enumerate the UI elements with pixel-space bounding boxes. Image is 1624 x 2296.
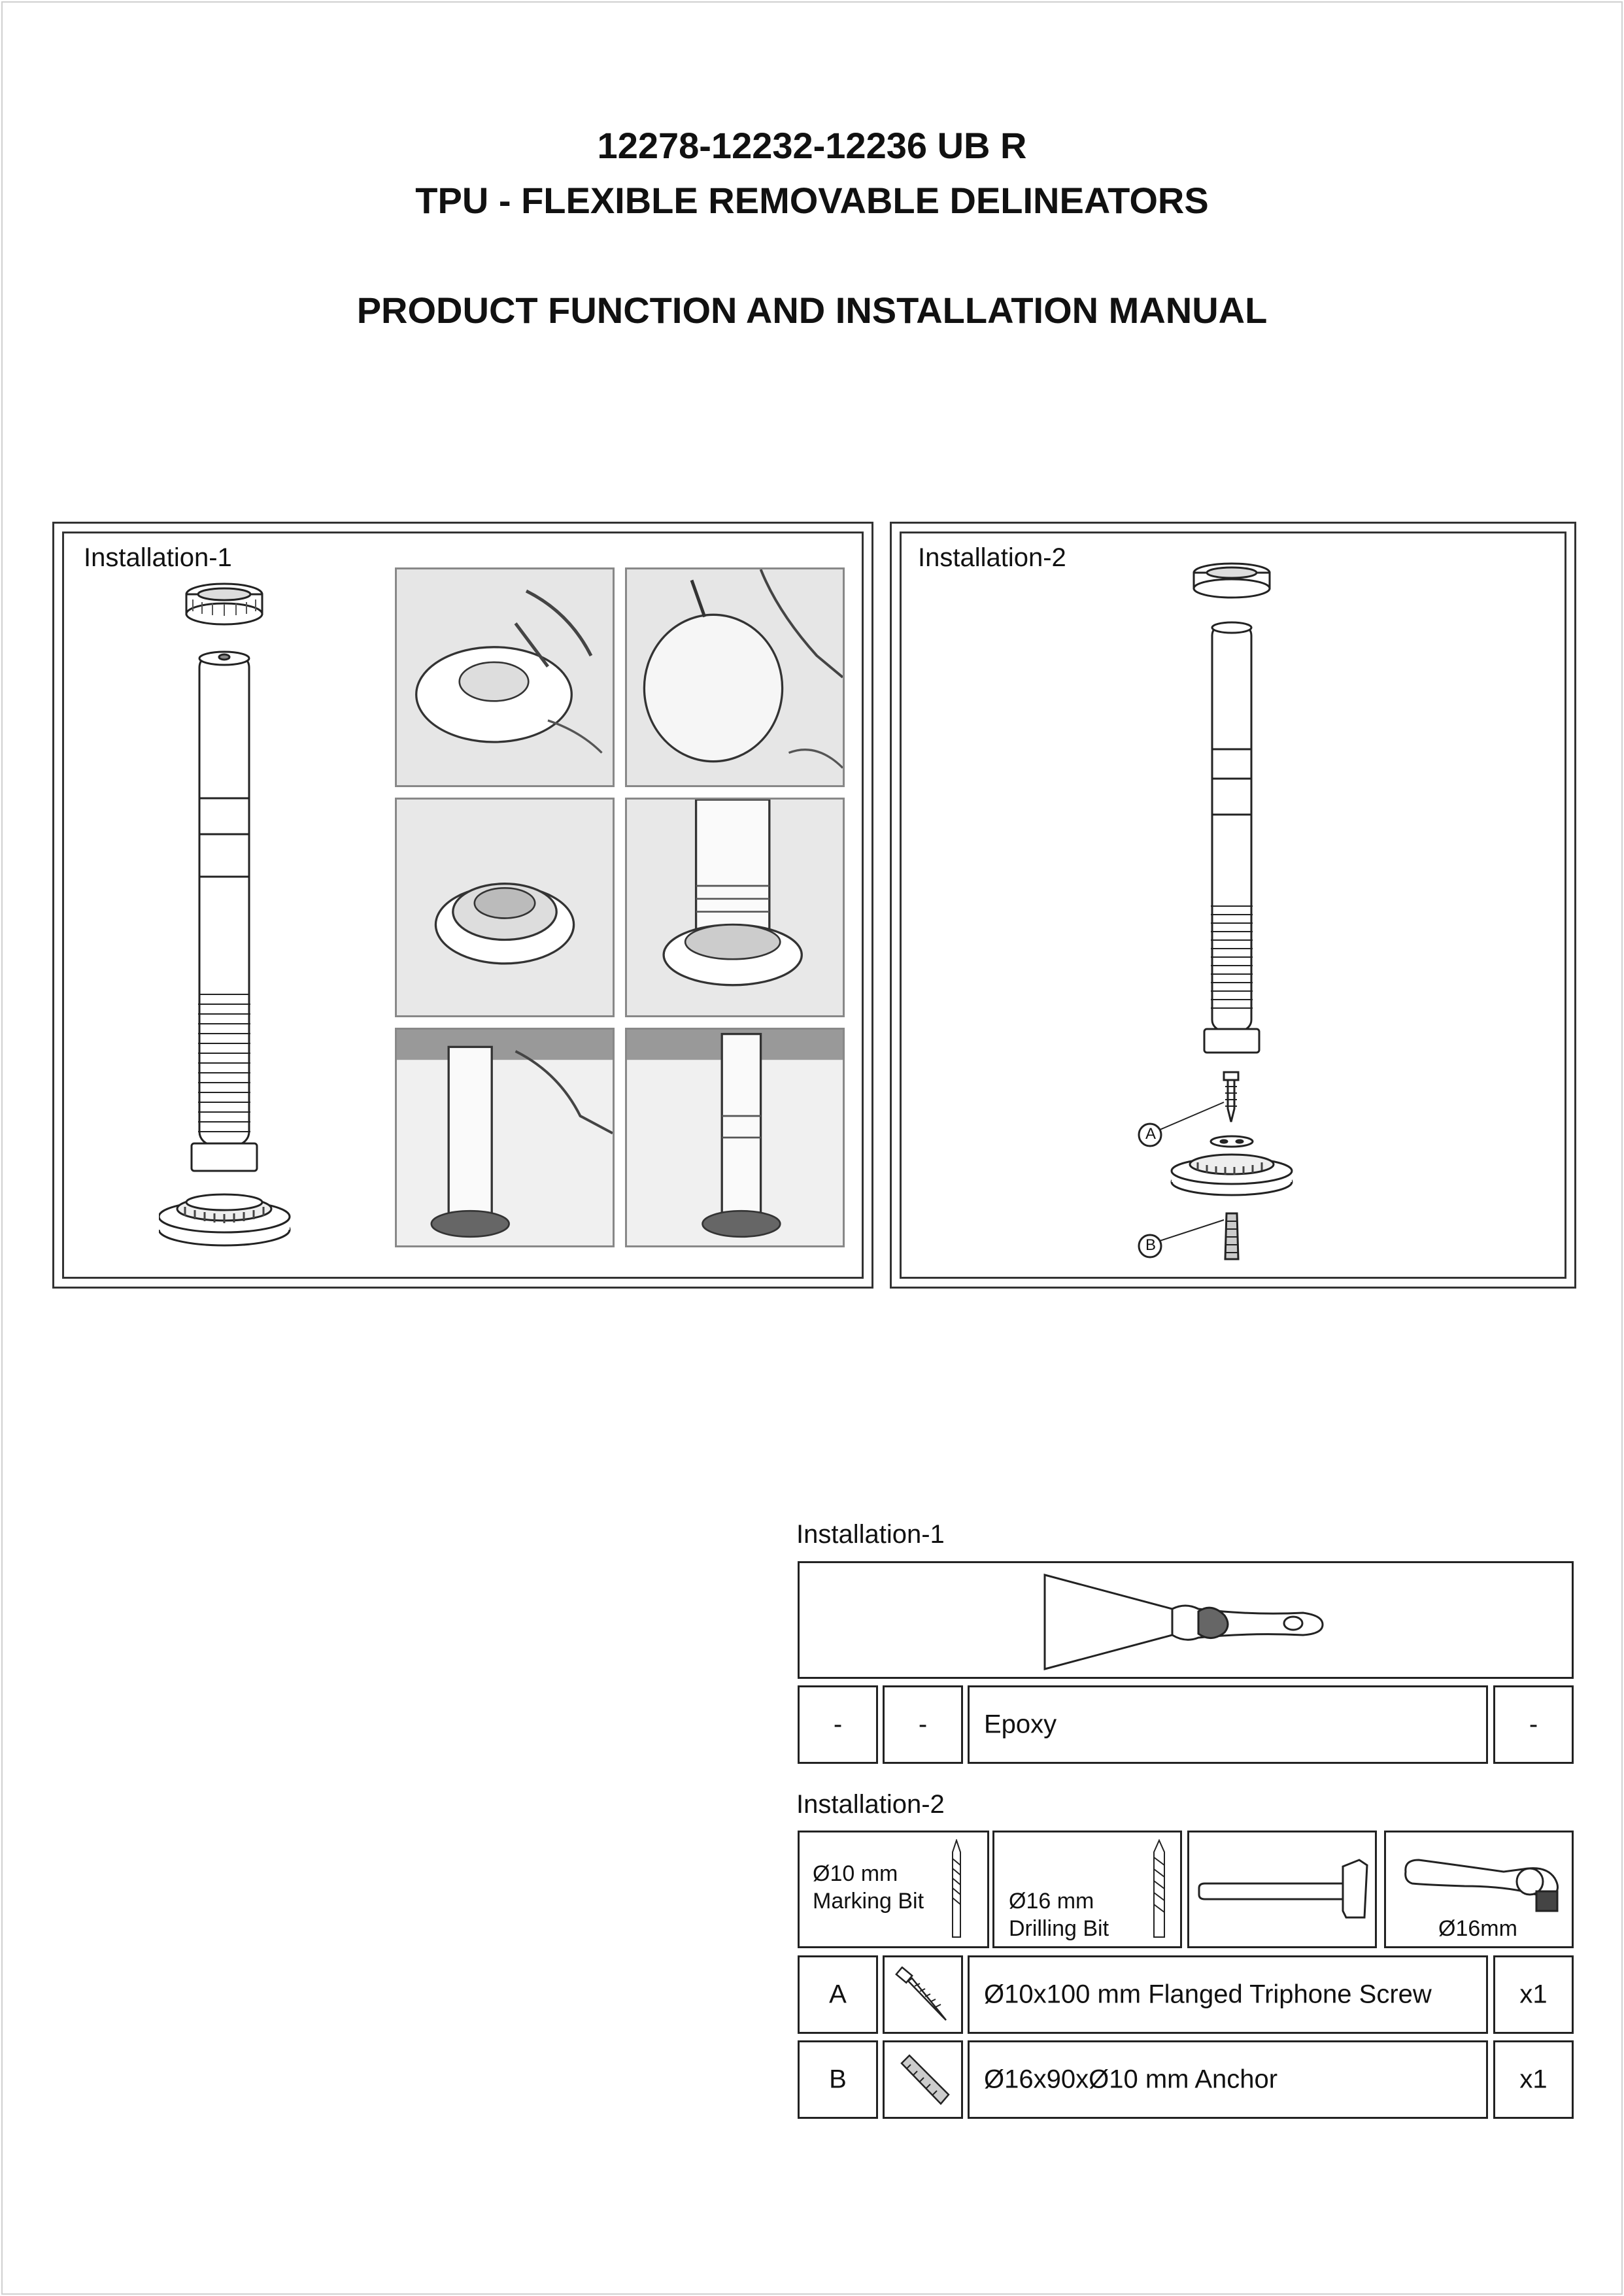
part-b-description-cell xyxy=(968,2040,1488,2119)
product-name-title: TPU - FLEXIBLE REMOVABLE DELINEATORS xyxy=(415,180,1209,221)
install-photo-5 xyxy=(395,1028,615,1247)
installation1-item-cell-1 xyxy=(798,1685,878,1764)
installation1-item-cell-2 xyxy=(883,1685,963,1764)
installation1-figure-label: Installation-1 xyxy=(84,543,232,572)
part-a-description: Ø10x100 mm Flanged Triphone Screw xyxy=(984,1980,1432,2009)
manual-title: PRODUCT FUNCTION AND INSTALLATION MANUAL xyxy=(356,290,1268,331)
install-photo-6 xyxy=(625,1028,845,1247)
part-b-id: B xyxy=(829,2065,847,2094)
install-photo-1 xyxy=(395,567,615,787)
installation2-equipment-label: Installation-2 xyxy=(796,1790,945,1819)
delineator-exploded-drawing xyxy=(159,576,355,1249)
drilling-bit-icon xyxy=(1150,1839,1168,1944)
part-a-id-cell xyxy=(798,1955,878,2034)
installation2-figure-label: Installation-2 xyxy=(918,543,1066,572)
part-a-id: A xyxy=(829,1980,847,2009)
epoxy-label: Epoxy xyxy=(984,1710,1057,1739)
socket-wrench-cell xyxy=(1384,1831,1574,1948)
marking-bit-cell xyxy=(798,1831,989,1948)
part-b-id-cell xyxy=(798,2040,878,2119)
socket-wrench-size: Ø16mm xyxy=(1438,1916,1517,1941)
socket-wrench-icon xyxy=(1399,1846,1569,1917)
hammer-icon xyxy=(1196,1852,1372,1931)
installation1-item-4: - xyxy=(1529,1710,1538,1739)
part-b-icon-cell xyxy=(883,2040,963,2119)
part-b-qty-cell xyxy=(1493,2040,1574,2119)
drilling-bit-cell xyxy=(992,1831,1182,1948)
marking-bit-label: Marking Bit xyxy=(813,1889,924,1914)
hammer-cell xyxy=(1187,1831,1377,1948)
callout-b-label: B xyxy=(1145,1236,1156,1254)
drilling-bit-size: Ø16 mm xyxy=(1009,1889,1094,1914)
part-b-qty: x1 xyxy=(1519,2065,1548,2094)
product-codes-title: 12278-12232-12236 UB R xyxy=(597,125,1027,166)
flanged-screw-icon xyxy=(895,1967,954,2025)
part-b-description: Ø16x90xØ10 mm Anchor xyxy=(984,2065,1278,2094)
installation1-item-2: - xyxy=(918,1710,928,1739)
delineator-exploded-drawing-with-anchors xyxy=(1101,560,1362,1272)
installation1-item-cell-3 xyxy=(968,1685,1488,1764)
anchor-icon xyxy=(895,2051,954,2110)
installation1-item-cell-4 xyxy=(1493,1685,1574,1764)
part-a-qty: x1 xyxy=(1519,1980,1548,2009)
part-a-icon-cell xyxy=(883,1955,963,2034)
install-photo-2 xyxy=(625,567,845,787)
marking-bit-icon xyxy=(949,1839,964,1944)
install-photo-3 xyxy=(395,798,615,1017)
installation2-figure-panel xyxy=(890,522,1576,1289)
putty-knife-icon xyxy=(1041,1570,1329,1674)
installation1-equipment-label: Installation-1 xyxy=(796,1520,945,1549)
part-a-qty-cell xyxy=(1493,1955,1574,2034)
install-photo-4 xyxy=(625,798,845,1017)
installation1-item-1: - xyxy=(833,1710,843,1739)
putty-knife-cell xyxy=(798,1561,1574,1679)
callout-a-label: A xyxy=(1145,1125,1156,1143)
marking-bit-size: Ø10 mm xyxy=(813,1861,898,1886)
drilling-bit-label: Drilling Bit xyxy=(1009,1916,1109,1941)
installation1-figure-panel xyxy=(52,522,873,1289)
part-a-description-cell xyxy=(968,1955,1488,2034)
